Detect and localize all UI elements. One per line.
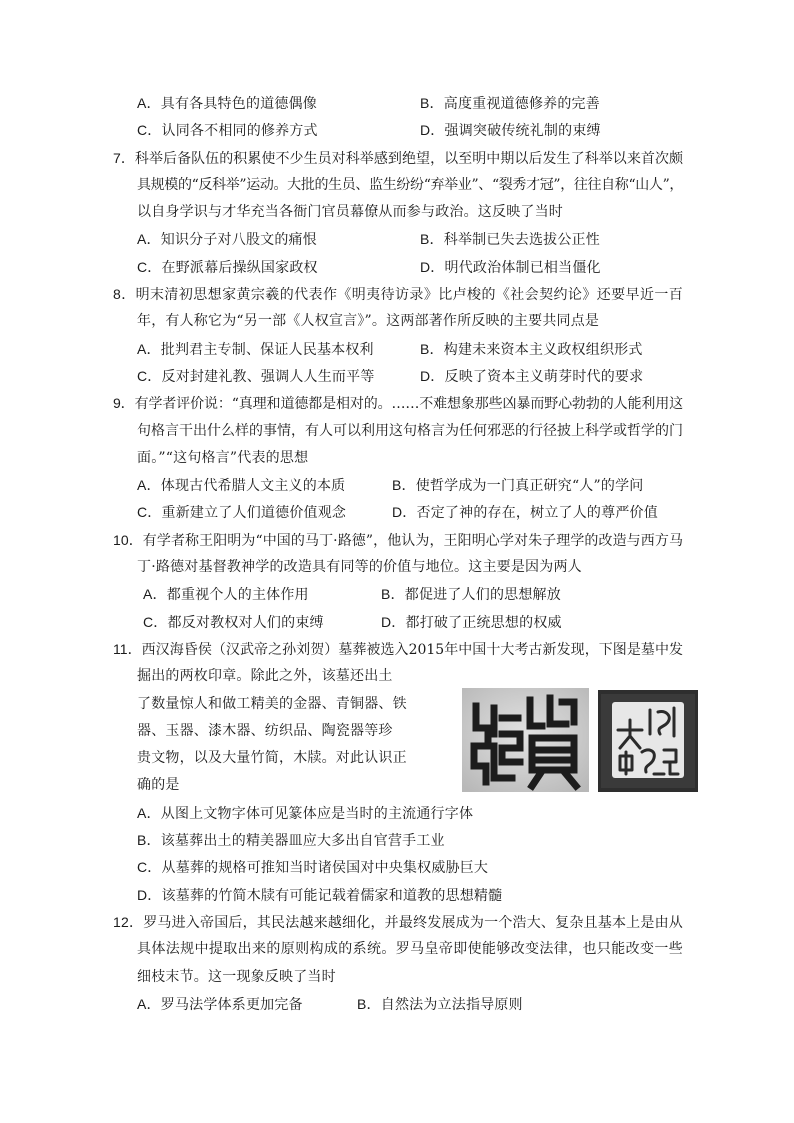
option-label: D． — [392, 504, 417, 521]
q9-option-a — [137, 472, 392, 500]
option-label: A． — [137, 231, 161, 248]
q6-options-row-1 — [137, 90, 683, 117]
q10-option-a — [143, 581, 381, 609]
q9-option-b — [392, 472, 643, 500]
option-label: C． — [137, 258, 162, 275]
q12-stem-line — [113, 909, 683, 936]
q11-stem-line: 贵文物，以及大量竹简，木牍。对此认识正 — [137, 750, 407, 767]
option-text: 认同各不相同的修养方式 — [161, 123, 318, 140]
option-text: 具有各具特色的道德偶像 — [160, 96, 317, 112]
q10-option-c — [143, 609, 381, 637]
option-text: 明代政治体制已相当僵化 — [444, 259, 601, 276]
q10-option-d — [381, 609, 562, 637]
option-label: B． — [392, 477, 416, 494]
option-label: A． — [143, 586, 167, 603]
option-text: 该墓葬的竹简木牍有可能记载着儒家和道教的思想精髓 — [161, 887, 503, 904]
q9-stem-line: 句格言干出什么样的事情，有人可以利用这句格言为任何邪恶的行径披上科学或哲学的门 — [137, 422, 683, 439]
question-number: 9． — [113, 395, 135, 412]
q9-options-row-1 — [137, 472, 683, 499]
question-number: 10． — [113, 531, 143, 548]
q10-options-row-1 — [143, 581, 683, 608]
option-text: 体现古代希腊人文主义的本质 — [160, 478, 346, 495]
option-label: B． — [420, 231, 444, 248]
option-text: 否定了神的存在，树立了人的尊严价值 — [416, 505, 658, 522]
option-label: B． — [420, 340, 444, 357]
q6-option-c — [137, 117, 420, 145]
q9-stem-line — [113, 390, 683, 417]
option-label: D． — [420, 258, 445, 275]
q8-option-b — [420, 336, 643, 364]
option-label: B． — [381, 586, 405, 603]
option-label: B． — [420, 95, 444, 111]
q6-option-d — [420, 117, 601, 145]
q11-option-a — [137, 800, 683, 827]
q7-option-d — [420, 254, 601, 282]
q8-options-row-1 — [137, 336, 683, 363]
stem-text: 有学者评价说：“真理和道德都是相对的。……不难想象那些凶暴而野心勃勃的人能利用这 — [134, 396, 683, 413]
option-text: 批判君主专制、保证人民基本权利 — [160, 341, 374, 358]
option-label: D． — [381, 613, 406, 630]
seal-image-1 — [462, 688, 589, 792]
option-label: C． — [137, 504, 162, 521]
option-label: C． — [137, 367, 162, 384]
q6-options-row-2 — [137, 117, 683, 144]
question-number: 7． — [113, 149, 135, 166]
stem-text: 科举后备队伍的积累使不少生员对科举感到绝望，以至明中期以后发生了科举以来首次颇 — [134, 150, 683, 167]
option-text: 构建未来资本主义政权组织形式 — [443, 341, 643, 358]
q7-option-c — [137, 254, 420, 282]
stem-text: 罗马进入帝国后，其民法越来越细化，并最终发展成为一个浩大、复杂且基本上是由从 — [143, 914, 683, 931]
option-text: 罗马法学体系更加完备 — [160, 996, 303, 1013]
q7-option-a — [137, 226, 420, 254]
q11-stem-line — [113, 636, 683, 663]
stem-text: 西汉海昏侯（汉武帝之孙刘贺）墓葬被选入2015年中国十大考古新发现，下图是墓中发 — [141, 641, 683, 658]
q9-options-row-2 — [137, 499, 683, 526]
q6-option-a — [137, 90, 420, 118]
q6-option-b — [420, 90, 600, 118]
option-text: 从墓葬的规格可推知当时诸侯国对中央集权威胁巨大 — [161, 860, 489, 877]
option-label: C． — [137, 859, 162, 876]
q11-option-b — [137, 827, 683, 854]
q9-option-d — [392, 499, 658, 527]
q8-option-a — [137, 336, 420, 364]
q12-options-row-1 — [137, 991, 683, 1018]
option-label: C． — [137, 122, 162, 139]
q9-stem-line: 面。”“这句格言”代表的思想 — [137, 449, 309, 466]
q7-stem-line: 以自身学识与才华充当各衙门官员幕僚从而参与政治。这反映了当时 — [137, 204, 563, 221]
option-label: B． — [137, 832, 161, 849]
q11-option-d — [137, 882, 683, 909]
option-label: A． — [137, 340, 161, 357]
option-label: D． — [137, 886, 162, 903]
q7-stem-line — [113, 145, 683, 172]
q10-stem-line: 丁·路德对基督教神学的改造具有同等的价值与地位。这主要是因为两人 — [137, 559, 582, 576]
question-number: 11． — [113, 640, 142, 657]
option-text: 都反对教权对人们的束缚 — [167, 614, 324, 631]
q11-stem-line: 确的是 — [137, 777, 180, 794]
option-text: 强调突破传统礼制的束缚 — [444, 123, 601, 140]
option-text: 知识分子对八股文的痛恨 — [160, 232, 317, 249]
question-number: 12． — [113, 913, 144, 930]
option-text: 反映了资本主义萌芽时代的要求 — [444, 368, 644, 385]
q12-stem-line: 细枝末节。这一现象反映了当时 — [137, 968, 336, 985]
q9-option-c — [137, 499, 392, 527]
option-text: 都重视个人的主体作用 — [166, 587, 309, 604]
option-text: 高度重视道德修养的完善 — [443, 96, 600, 112]
option-text: 在野派幕后操纵国家政权 — [161, 259, 318, 276]
q7-options-row-1 — [137, 226, 683, 253]
q10-options-row-2 — [143, 609, 683, 636]
option-label: A． — [137, 95, 161, 111]
option-text: 都打破了正统思想的权威 — [405, 614, 562, 631]
question-number: 8． — [113, 286, 136, 303]
q8-stem-line — [113, 281, 683, 308]
q8-option-c — [137, 363, 420, 391]
option-text: 都促进了人们的思想解放 — [404, 587, 561, 604]
q12-option-a — [137, 991, 357, 1019]
stem-text: 有学者称王阳明为“中国的马丁·路德”，他认为，王阳明心学对朱子理学的改造与西方马 — [142, 532, 683, 549]
option-label: D． — [420, 122, 445, 139]
q7-stem-line: 具规模的“反科举”运动。大批的生员、监生纷纷“弃举业”、“裂秀才冠”，往往自称“山人”， — [137, 176, 683, 193]
option-text: 该墓葬出土的精美器皿应大多出自官营手工业 — [160, 833, 445, 850]
stem-text: 明末清初思想家黄宗羲的代表作《明夷待访录》比卢梭的《社会契约论》还要早近一百 — [135, 287, 683, 304]
seal-image-2 — [598, 690, 698, 792]
option-text: 自然法为立法指导原则 — [380, 996, 523, 1013]
option-text: 从图上文物字体可见篆体应是当时的主流通行字体 — [160, 805, 474, 822]
option-label: C． — [143, 613, 168, 630]
q12-stem-line: 具体法规中提取出来的原则构成的系统。罗马皇帝即使能够改变法律，也只能改变一些 — [137, 941, 683, 958]
option-text: 反对封建礼教、强调人人生而平等 — [161, 368, 375, 385]
q7-option-b — [420, 226, 600, 254]
option-text: 使哲学成为一门真正研究“人”的学问 — [415, 478, 644, 495]
q11-stem-line: 了数量惊人和做工精美的金器、青铜器、铁 — [137, 695, 407, 712]
q8-option-d — [420, 363, 643, 391]
q11-option-c — [137, 854, 683, 881]
option-text: 重新建立了人们道德价值观念 — [161, 505, 347, 522]
q12-option-b — [357, 991, 523, 1019]
q7-options-row-2 — [137, 254, 683, 281]
option-label: A． — [137, 804, 161, 821]
q8-options-row-2 — [137, 363, 683, 390]
q10-option-b — [381, 581, 561, 609]
option-label: A． — [137, 477, 161, 494]
option-text: 科举制已失去选拔公正性 — [443, 232, 600, 249]
option-label: D． — [420, 367, 445, 384]
q10-stem-line — [113, 527, 683, 554]
option-label: B． — [357, 995, 381, 1012]
option-label: A． — [137, 995, 161, 1012]
q11-stem-line: 掘出的两枚印章。除此之外，该墓还出土 — [137, 668, 393, 685]
q11-stem-line: 器、玉器、漆木器、纺织品、陶瓷器等珍 — [137, 722, 393, 739]
q8-stem-line: 年，有人称它为“另一部《人权宣言》”。这两部著作所反映的主要共同点是 — [137, 313, 600, 330]
